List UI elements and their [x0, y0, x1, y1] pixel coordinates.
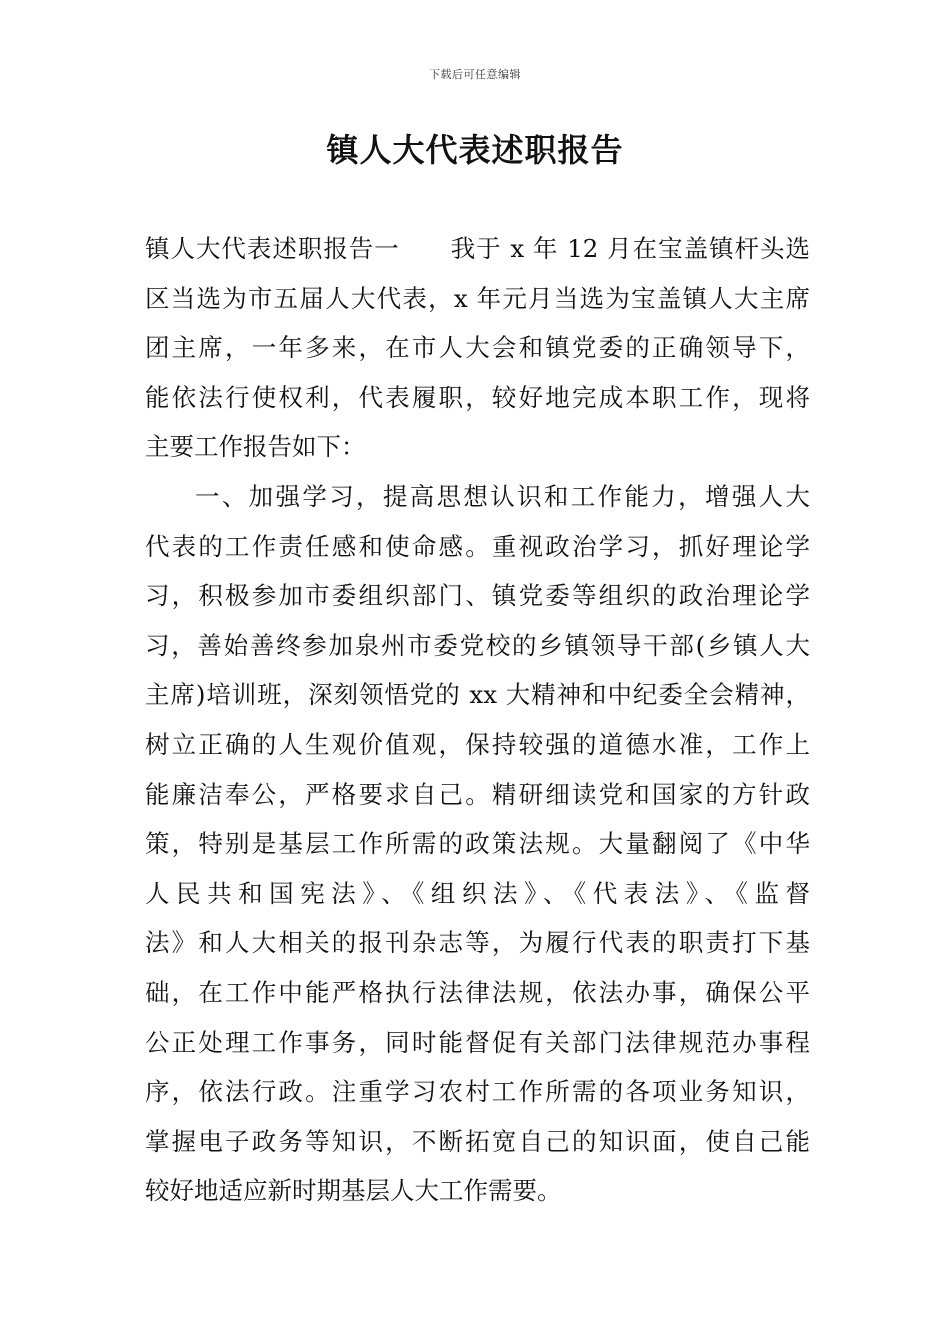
text-line: 序，依法行政。注重学习农村工作所需的各项业务知识， [145, 1077, 810, 1107]
text-line: 主席)培训班，深刻领悟党的 xx 大精神和中纪委全会精神， [145, 680, 810, 710]
text-line: 团主席，一年多来，在市人大会和镇党委的正确领导下， [145, 333, 810, 363]
document-title: 镇人大代表述职报告 [326, 131, 624, 169]
text-line: 能廉洁奉公，严格要求自己。精研细读党和国家的方针政 [145, 779, 810, 809]
text-line: 础，在工作中能严格执行法律法规，依法办事，确保公平 [145, 977, 810, 1007]
text-line: 较好地适应新时期基层人大工作需要。 [145, 1176, 562, 1206]
paragraph-1 [145, 224, 810, 472]
text-line: 能依法行使权利，代表履职，较好地完成本职工作，现将 [145, 382, 810, 412]
text-line: 掌握电子政务等知识，不断拓宽自己的知识面，使自己能 [145, 1126, 810, 1156]
text-line: 区当选为市五届人大代表，x 年元月当选为宝盖镇人大主席 [145, 283, 810, 313]
text-line: 习，善始善终参加泉州市委党校的乡镇领导干部(乡镇人大 [145, 630, 810, 660]
text-line: 策，特别是基层工作所需的政策法规。大量翻阅了《中华 [145, 829, 810, 859]
text-line: 代表的工作责任感和使命感。重视政治学习，抓好理论学 [145, 531, 810, 561]
text-line: 公正处理工作事务，同时能督促有关部门法律规范办事程 [145, 1027, 810, 1057]
text-line: 法》和人大相关的报刊杂志等，为履行代表的职责打下基 [145, 928, 810, 958]
text-line: 人民共和国宪法》、《组织法》、《代表法》、《监督 [145, 878, 810, 908]
document-body [145, 224, 810, 1216]
text-line: 主要工作报告如下： [145, 432, 366, 462]
text-line: 一、加强学习，提高思想认识和工作能力，增强人大 [195, 481, 810, 511]
text-line: 镇人大代表述职报告一 我于 x 年 12 月在宝盖镇杆头选 [145, 234, 810, 263]
text-line: 树立正确的人生观价值观，保持较强的道德水准，工作上 [145, 729, 810, 759]
header-note: 下载后可任意编辑 [429, 68, 521, 81]
paragraph-2 [145, 472, 810, 1216]
text-line: 习，积极参加市委组织部门、镇党委等组织的政治理论学 [145, 581, 810, 611]
